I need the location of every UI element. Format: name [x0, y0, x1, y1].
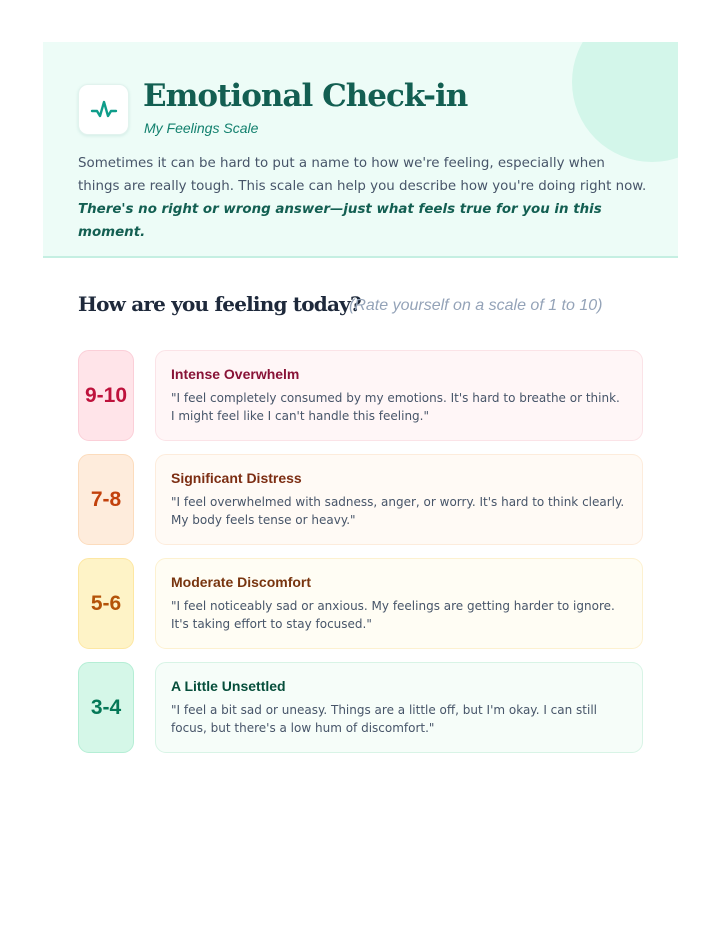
level-description: "I feel a bit sad or uneasy. Things are a little off, but I'm okay. I can still focus, but there's a low hum of discomfort." [171, 703, 598, 735]
scale-row-7-8[interactable] [78, 454, 643, 545]
level-card [155, 454, 643, 545]
level-description: "I feel overwhelmed with sadness, anger, or worry. It's hard to think clearly. My body feels tense or heavy." [171, 495, 625, 527]
score-badge: 3-4 [78, 662, 134, 753]
logo-badge [78, 84, 129, 135]
scale-row-9-10[interactable] [78, 350, 643, 441]
question-heading: How are you feeling today? [78, 292, 361, 316]
scale-row-3-4[interactable] [78, 662, 643, 753]
page-subtitle: My Feelings Scale [144, 120, 259, 136]
level-title: Significant Distress [171, 470, 302, 486]
score-badge: 9-10 [78, 350, 134, 441]
page-title: Emotional Check-in [143, 78, 468, 114]
level-title: Moderate Discomfort [171, 574, 312, 590]
intro-emphasis: There's no right or wrong answer—just what feels true for you in this moment. [78, 202, 602, 240]
level-card [155, 350, 643, 441]
score-badge: 7-8 [78, 454, 134, 545]
intro-paragraph [78, 152, 648, 244]
level-card [155, 558, 643, 649]
scale-row-5-6[interactable] [78, 558, 643, 649]
level-description: "I feel completely consumed by my emotions. It's hard to breathe or think. I might feel like I can't handle this feeling." [171, 391, 620, 423]
level-title: A Little Unsettled [171, 678, 286, 694]
level-card [155, 662, 643, 753]
header-panel [43, 42, 678, 258]
score-badge: 5-6 [78, 558, 134, 649]
level-title: Intense Overwhelm [171, 366, 300, 382]
intro-text: Sometimes it can be hard to put a name to how we're feeling, especially when things are really tough. This scale can help you describe how you're doing right now. [78, 156, 647, 194]
question-hint: (Rate yourself on a scale of 1 to 10) [349, 297, 603, 314]
level-description: "I feel noticeably sad or anxious. My feelings are getting harder to ignore. It's taking effort to stay focused." [171, 599, 615, 631]
heartbeat-icon [90, 96, 118, 124]
decorative-circle [572, 42, 678, 162]
